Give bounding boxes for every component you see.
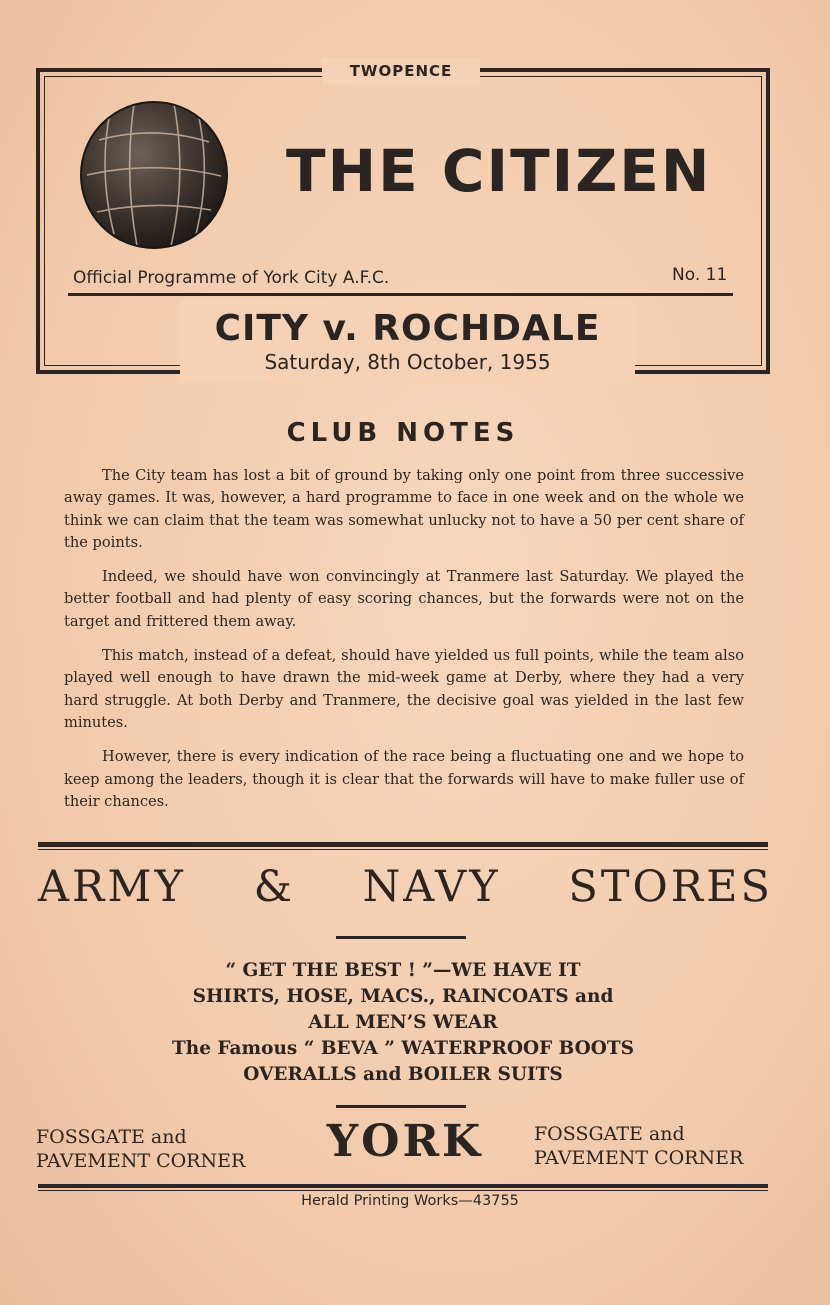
advert-line: The Famous “ BEVA ” WATERPROOF BOOTS <box>172 1038 634 1059</box>
fixture-date: Saturday, 8th October, 1955 <box>264 350 551 374</box>
address-line: PAVEMENT CORNER <box>36 1150 246 1172</box>
price-label: TWOPENCE <box>349 62 453 80</box>
store-word: NAVY <box>362 862 501 912</box>
divider <box>38 1184 768 1188</box>
address-left <box>36 1125 245 1173</box>
advert-copy <box>0 958 806 1088</box>
club-notes-heading: CLUB NOTES <box>286 418 520 448</box>
programme-number: No. 11 <box>672 265 728 285</box>
address-line: PAVEMENT CORNER <box>534 1147 744 1169</box>
store-word: & <box>253 862 295 912</box>
address-line: FOSSGATE and <box>534 1123 685 1145</box>
football-icon <box>79 100 229 250</box>
divider <box>336 936 466 939</box>
store-word: STORES <box>568 862 773 912</box>
divider <box>38 849 768 850</box>
divider <box>38 1190 768 1191</box>
divider <box>38 842 768 847</box>
programme-title: THE CITIZEN <box>286 137 712 205</box>
club-notes-paragraph: This match, instead of a defeat, should have yielded us full points, while the team also played well enough to have drawn the mid-week game at Derby, where they had a very hard struggle. At both Derby and Tranmere, the decisive goal was yielded in the last few minutes. <box>64 647 744 731</box>
programme-subtitle: Official Programme of York City A.F.C. <box>73 268 390 288</box>
advert-line: ALL MEN’S WEAR <box>308 1012 498 1033</box>
store-word: ARMY <box>38 862 186 912</box>
club-notes-paragraph: Indeed, we should have won convincingly at Tranmere last Saturday. We played the better football and had plenty of easy scoring chances, but the forwards were not on the target and frittered them away. <box>64 568 744 630</box>
address-right <box>534 1122 743 1170</box>
divider <box>336 1105 466 1108</box>
divider <box>68 293 733 296</box>
club-notes-paragraph: However, there is every indication of the race being a fluctuating one and we hope to keep among the leaders, though it is clear that the forwards will have to make fuller use of their chances. <box>64 748 744 810</box>
club-notes-paragraph: The City team has lost a bit of ground by taking only one point from three successive away games. It was, however, a hard programme to face in one week and on the whole we think we can claim that the team was somewhat unlucky not to have a 50 per cent share of the points. <box>64 467 744 551</box>
address-line: FOSSGATE and <box>36 1126 187 1148</box>
advert-line: “ GET THE BEST ! ”—WE HAVE IT <box>225 960 581 981</box>
fixture-title: CITY v. ROCHDALE <box>214 308 601 349</box>
advert-line: OVERALLS and BOILER SUITS <box>243 1064 563 1085</box>
advert-store-name <box>38 862 773 912</box>
club-notes-body <box>64 465 744 825</box>
printer-credit: Herald Printing Works—43755 <box>301 1193 519 1209</box>
advert-city: YORK <box>326 1116 484 1167</box>
advert-line: SHIRTS, HOSE, MACS., RAINCOATS and <box>192 986 614 1007</box>
